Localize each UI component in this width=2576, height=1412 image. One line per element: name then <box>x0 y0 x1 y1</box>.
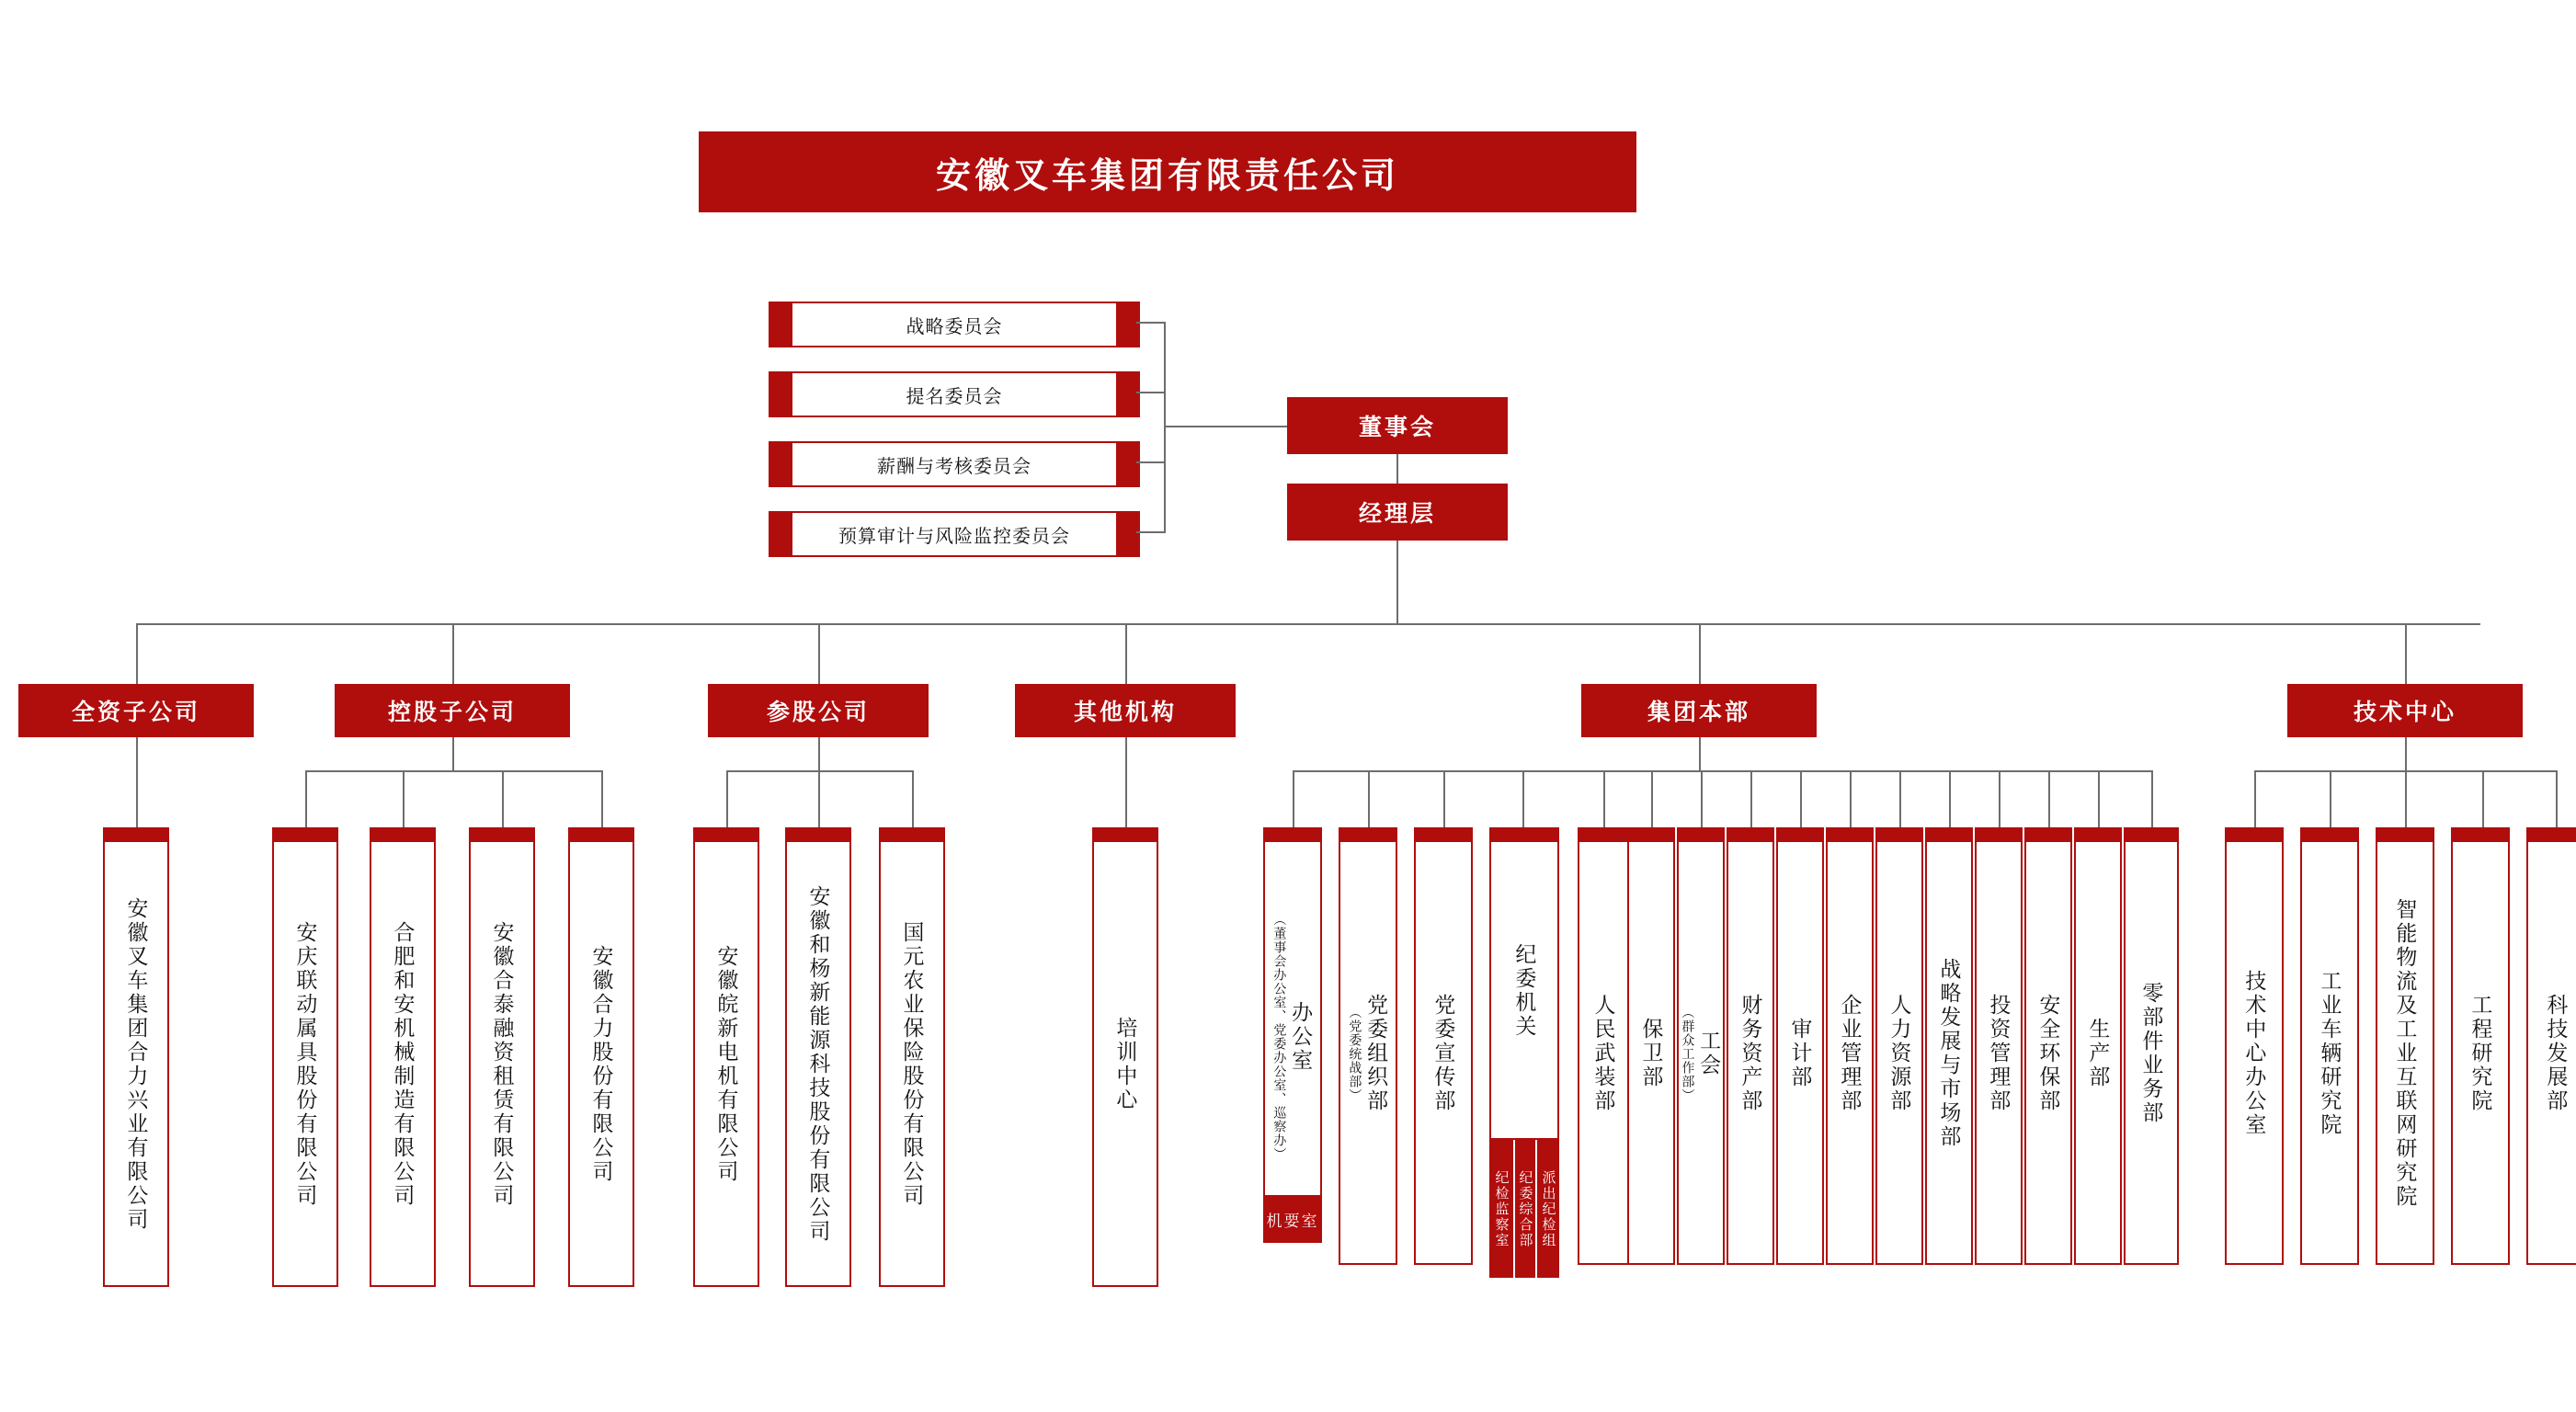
committee-cap-left <box>769 371 792 417</box>
connector <box>452 737 454 770</box>
leaf-label: 党委组织部 <box>1364 994 1389 1113</box>
leaf-label: 安徽皖新电机有限公司 <box>714 945 739 1184</box>
leaf-label: 生产部 <box>2086 1018 2111 1089</box>
connector <box>1293 770 2151 772</box>
leaf-text-wrap <box>1579 844 1627 1263</box>
connector <box>2330 770 2331 827</box>
leaf-label: 办公室 <box>1289 1001 1314 1073</box>
category-label-headquarters: 集团本部 <box>1647 700 1750 725</box>
leaf-headquarters-8 <box>1776 827 1824 1265</box>
management-box <box>1287 484 1508 541</box>
leaf-note: （群众工作部） <box>1681 1005 1696 1102</box>
leaf-cap <box>2451 827 2510 842</box>
leaf-text-wrap <box>471 844 533 1285</box>
company-title-box <box>699 131 1636 212</box>
connector <box>1136 392 1166 393</box>
leaf-cap <box>469 827 535 842</box>
committee-label-1: 提名委员会 <box>906 386 1003 407</box>
connector <box>1443 770 1445 827</box>
leaf-cap <box>2124 827 2179 842</box>
leaf-text-wrap <box>1778 844 1822 1263</box>
leaf-label: 安徽合力股份有限公司 <box>589 945 614 1184</box>
leaf-holding-2 <box>469 827 535 1287</box>
connector <box>1164 426 1287 427</box>
connector <box>1651 770 1653 827</box>
leaf-headquarters-7 <box>1727 827 1774 1265</box>
connector <box>726 770 728 827</box>
category-label-other: 其他机构 <box>1073 700 1177 725</box>
leaf-label: 战略发展与市场部 <box>1937 958 1962 1149</box>
category-box-other <box>1015 684 1236 737</box>
company-title: 安徽叉车集团有限责任公司 <box>935 156 1399 196</box>
category-label-equity: 参股公司 <box>766 700 870 725</box>
leaf-cap <box>2300 827 2359 842</box>
leaf-cap <box>1092 827 1158 842</box>
leaf-headquarters-9 <box>1826 827 1874 1265</box>
leaf-text-wrap <box>1340 844 1396 1263</box>
leaf-label: 安徽叉车集团合力兴业有限公司 <box>124 897 149 1232</box>
connector <box>1800 770 1802 827</box>
committee-cap-right <box>1116 302 1140 347</box>
chip-label: 机要室 <box>1266 1212 1319 1230</box>
leaf-text-wrap <box>371 844 434 1285</box>
connector <box>305 770 601 772</box>
leaf-cap <box>1727 827 1774 842</box>
leaf-text-wrap <box>2377 844 2433 1263</box>
leaf-label: 安徽和杨新能源科技股份有限公司 <box>806 885 831 1244</box>
leaf-text-wrap <box>2528 844 2576 1263</box>
connector <box>1293 770 1294 827</box>
leaf-other-0 <box>1092 827 1158 1287</box>
connector <box>1396 541 1398 623</box>
leaf-headquarters-2 <box>1414 827 1473 1265</box>
connector <box>1136 322 1166 324</box>
connector <box>2405 737 2407 770</box>
leaf-holding-3 <box>568 827 634 1287</box>
leaf-cap <box>1489 827 1559 842</box>
leaf-label: 工会 <box>1697 1030 1722 1077</box>
connector <box>818 737 820 770</box>
leaf-label: 审计部 <box>1788 1018 1813 1089</box>
connector <box>1899 770 1901 827</box>
connector <box>818 770 820 827</box>
connector <box>136 623 138 684</box>
leaf-headquarters-15 <box>2124 827 2179 1265</box>
leaf-headquarters-13 <box>2024 827 2072 1265</box>
connector <box>1396 454 1398 484</box>
leaf-text-wrap <box>1877 844 1921 1263</box>
committee-cap-right <box>1116 371 1140 417</box>
leaf-cap <box>1975 827 2023 842</box>
category-label-holding: 控股子公司 <box>387 700 517 725</box>
leaf-text-wrap <box>1828 844 1872 1263</box>
leaf-tech-center-4 <box>2526 827 2576 1265</box>
leaf-tech-center-1 <box>2300 827 2359 1265</box>
leaf-text-wrap <box>1629 844 1673 1263</box>
board-label: 董事会 <box>1358 415 1436 440</box>
connector <box>2151 770 2153 827</box>
leaf-text-wrap <box>2302 844 2357 1263</box>
leaf-cap <box>272 827 338 842</box>
connector <box>1949 770 1951 827</box>
leaf-cap <box>1414 827 1473 842</box>
leaf-cap <box>1263 827 1322 842</box>
committee-cap-left <box>769 441 792 487</box>
connector <box>136 737 138 827</box>
leaf-headquarters-6 <box>1677 827 1725 1265</box>
leaf-label: 党委宣传部 <box>1431 994 1456 1113</box>
leaf-text-wrap <box>1927 844 1971 1263</box>
leaf-label: 财务资产部 <box>1738 994 1763 1113</box>
leaf-cap <box>1925 827 1973 842</box>
leaf-text-wrap <box>1416 844 1471 1263</box>
leaf-text-wrap <box>881 844 943 1285</box>
leaf-text-wrap <box>1491 844 1557 1138</box>
connector <box>1999 770 2000 827</box>
category-box-equity <box>708 684 929 737</box>
leaf-text-wrap <box>1265 844 1320 1230</box>
leaf-headquarters-4 <box>1578 827 1629 1265</box>
leaf-cap <box>879 827 945 842</box>
committee-box-0 <box>769 302 1140 347</box>
chip-label: 派出纪检组 <box>1540 1169 1556 1248</box>
connector <box>1699 623 1701 684</box>
leaf-cap <box>2074 827 2122 842</box>
category-box-wholly-owned <box>18 684 254 737</box>
leaf-label: 人民武装部 <box>1591 994 1616 1113</box>
leaf-text-wrap <box>1977 844 2021 1263</box>
leaf-cap <box>1677 827 1725 842</box>
committee-cap-left <box>769 511 792 557</box>
leaf-text-wrap <box>787 844 849 1285</box>
leaf-text-wrap <box>2076 844 2120 1263</box>
leaf-cap <box>1875 827 1923 842</box>
committee-cap-right <box>1116 511 1140 557</box>
leaf-equity-2 <box>879 827 945 1287</box>
connector <box>1699 737 1701 770</box>
leaf-label: 安庆联动属具股份有限公司 <box>293 921 318 1208</box>
leaf-text-wrap <box>2453 844 2508 1263</box>
leaf-headquarters-0 <box>1263 827 1322 1232</box>
category-label-tech-center: 技术中心 <box>2353 700 2456 725</box>
main-bus <box>136 623 2480 625</box>
leaf-label: 合肥和安机械制造有限公司 <box>391 921 416 1208</box>
chip-label: 纪委综合部 <box>1517 1169 1533 1248</box>
leaf-cap <box>1826 827 1874 842</box>
leaf-label: 零部件业务部 <box>2139 982 2164 1125</box>
leaf-tech-center-0 <box>2225 827 2284 1265</box>
leaf-wholly-owned-0 <box>103 827 169 1287</box>
leaf-label: 投资管理部 <box>1987 994 2012 1113</box>
leaf-cap <box>370 827 436 842</box>
connector <box>1750 770 1752 827</box>
connector <box>2405 623 2407 684</box>
connector <box>305 770 307 827</box>
leaf-label: 安徽合泰融资租赁有限公司 <box>490 921 515 1208</box>
leaf-equity-0 <box>693 827 759 1287</box>
leaf-cap <box>2225 827 2284 842</box>
connector <box>1164 322 1166 533</box>
leaf-cap <box>2526 827 2576 842</box>
committee-label-3: 预算审计与风险监控委员会 <box>838 526 1070 547</box>
connector <box>1522 770 1524 827</box>
leaf-label: 工业车辆研究院 <box>2318 970 2342 1137</box>
leaf-label: 科技发展部 <box>2544 994 2569 1113</box>
connector <box>452 623 454 684</box>
chip-jiweizonghebu <box>1515 1140 1535 1278</box>
connector <box>1850 770 1852 827</box>
chip-label: 纪检监察室 <box>1493 1169 1510 1248</box>
leaf-cap <box>693 827 759 842</box>
connector <box>2556 770 2558 827</box>
leaf-text-wrap <box>105 844 167 1285</box>
leaf-cap <box>2376 827 2434 842</box>
leaf-headquarters-5 <box>1627 827 1675 1265</box>
leaf-label: 保卫部 <box>1639 1018 1664 1089</box>
leaf-label: 安全环保部 <box>2036 994 2061 1113</box>
connector <box>2048 770 2050 827</box>
leaf-text-wrap <box>274 844 336 1285</box>
connector <box>912 770 914 827</box>
connector <box>1136 461 1166 463</box>
leaf-label: 纪委机关 <box>1512 943 1537 1039</box>
leaf-cap <box>1339 827 1397 842</box>
connector <box>1136 531 1166 533</box>
leaf-tech-center-3 <box>2451 827 2510 1265</box>
connector <box>403 770 405 827</box>
category-box-headquarters <box>1581 684 1817 737</box>
management-label: 经理层 <box>1358 501 1436 527</box>
leaf-text-wrap <box>2126 844 2177 1263</box>
connector <box>818 623 820 684</box>
leaf-holding-0 <box>272 827 338 1287</box>
leaf-label: 培训中心 <box>1113 1017 1138 1112</box>
committee-cap-left <box>769 302 792 347</box>
connector <box>1701 770 1703 827</box>
leaf-label: 工程研究院 <box>2468 994 2493 1113</box>
committee-label-0: 战略委员会 <box>906 316 1003 337</box>
leaf-text-wrap <box>570 844 633 1285</box>
connector <box>502 770 504 827</box>
leaf-headquarters-11 <box>1925 827 1973 1265</box>
category-box-tech-center <box>2287 684 2523 737</box>
leaf-cap <box>568 827 634 842</box>
connector <box>601 770 603 827</box>
connector <box>1603 770 1605 827</box>
chip-jiyaoshi <box>1263 1195 1322 1243</box>
connector <box>2405 770 2407 827</box>
chip-jijianjianchashi <box>1489 1140 1513 1278</box>
leaf-text-wrap <box>1094 844 1157 1285</box>
connector <box>1368 770 1370 827</box>
committee-box-3 <box>769 511 1140 557</box>
leaf-cap <box>2024 827 2072 842</box>
leaf-text-wrap <box>2227 844 2282 1263</box>
leaf-cap <box>1776 827 1824 842</box>
leaf-note: （党委统战部） <box>1348 1005 1363 1102</box>
committee-label-2: 薪酬与考核委员会 <box>877 456 1032 477</box>
connector <box>1125 737 1127 827</box>
leaf-headquarters-10 <box>1875 827 1923 1265</box>
leaf-text-wrap <box>695 844 758 1285</box>
leaf-headquarters-12 <box>1975 827 2023 1265</box>
committee-box-2 <box>769 441 1140 487</box>
leaf-headquarters-14 <box>2074 827 2122 1265</box>
leaf-note: （董事会办公室、党委办公室、巡察办） <box>1272 913 1288 1161</box>
leaf-label: 国元农业保险股份有限公司 <box>900 921 925 1208</box>
leaf-label: 技术中心办公室 <box>2242 970 2267 1137</box>
leaf-cap <box>785 827 851 842</box>
leaf-cap <box>103 827 169 842</box>
leaf-text-wrap <box>2026 844 2070 1263</box>
connector <box>2482 770 2484 827</box>
leaf-headquarters-3 <box>1489 827 1559 1140</box>
leaf-label: 人力资源部 <box>1887 994 1912 1113</box>
leaf-label: 企业管理部 <box>1838 994 1863 1113</box>
leaf-cap <box>1627 827 1675 842</box>
leaf-text-wrap <box>1728 844 1772 1263</box>
connector <box>1125 623 1127 684</box>
category-label-wholly-owned: 全资子公司 <box>71 700 200 725</box>
leaf-headquarters-1 <box>1339 827 1397 1265</box>
leaf-cap <box>1578 827 1629 842</box>
leaf-equity-1 <box>785 827 851 1287</box>
connector <box>2254 770 2256 827</box>
committee-box-1 <box>769 371 1140 417</box>
committee-cap-right <box>1116 441 1140 487</box>
leaf-text-wrap <box>1679 844 1723 1263</box>
chip-paichujijianzu <box>1537 1140 1559 1278</box>
leaf-holding-1 <box>370 827 436 1287</box>
leaf-label: 智能物流及工业互联网研究院 <box>2393 898 2418 1209</box>
connector <box>2098 770 2100 827</box>
board-box <box>1287 397 1508 454</box>
category-box-holding <box>335 684 570 737</box>
leaf-tech-center-2 <box>2376 827 2434 1265</box>
